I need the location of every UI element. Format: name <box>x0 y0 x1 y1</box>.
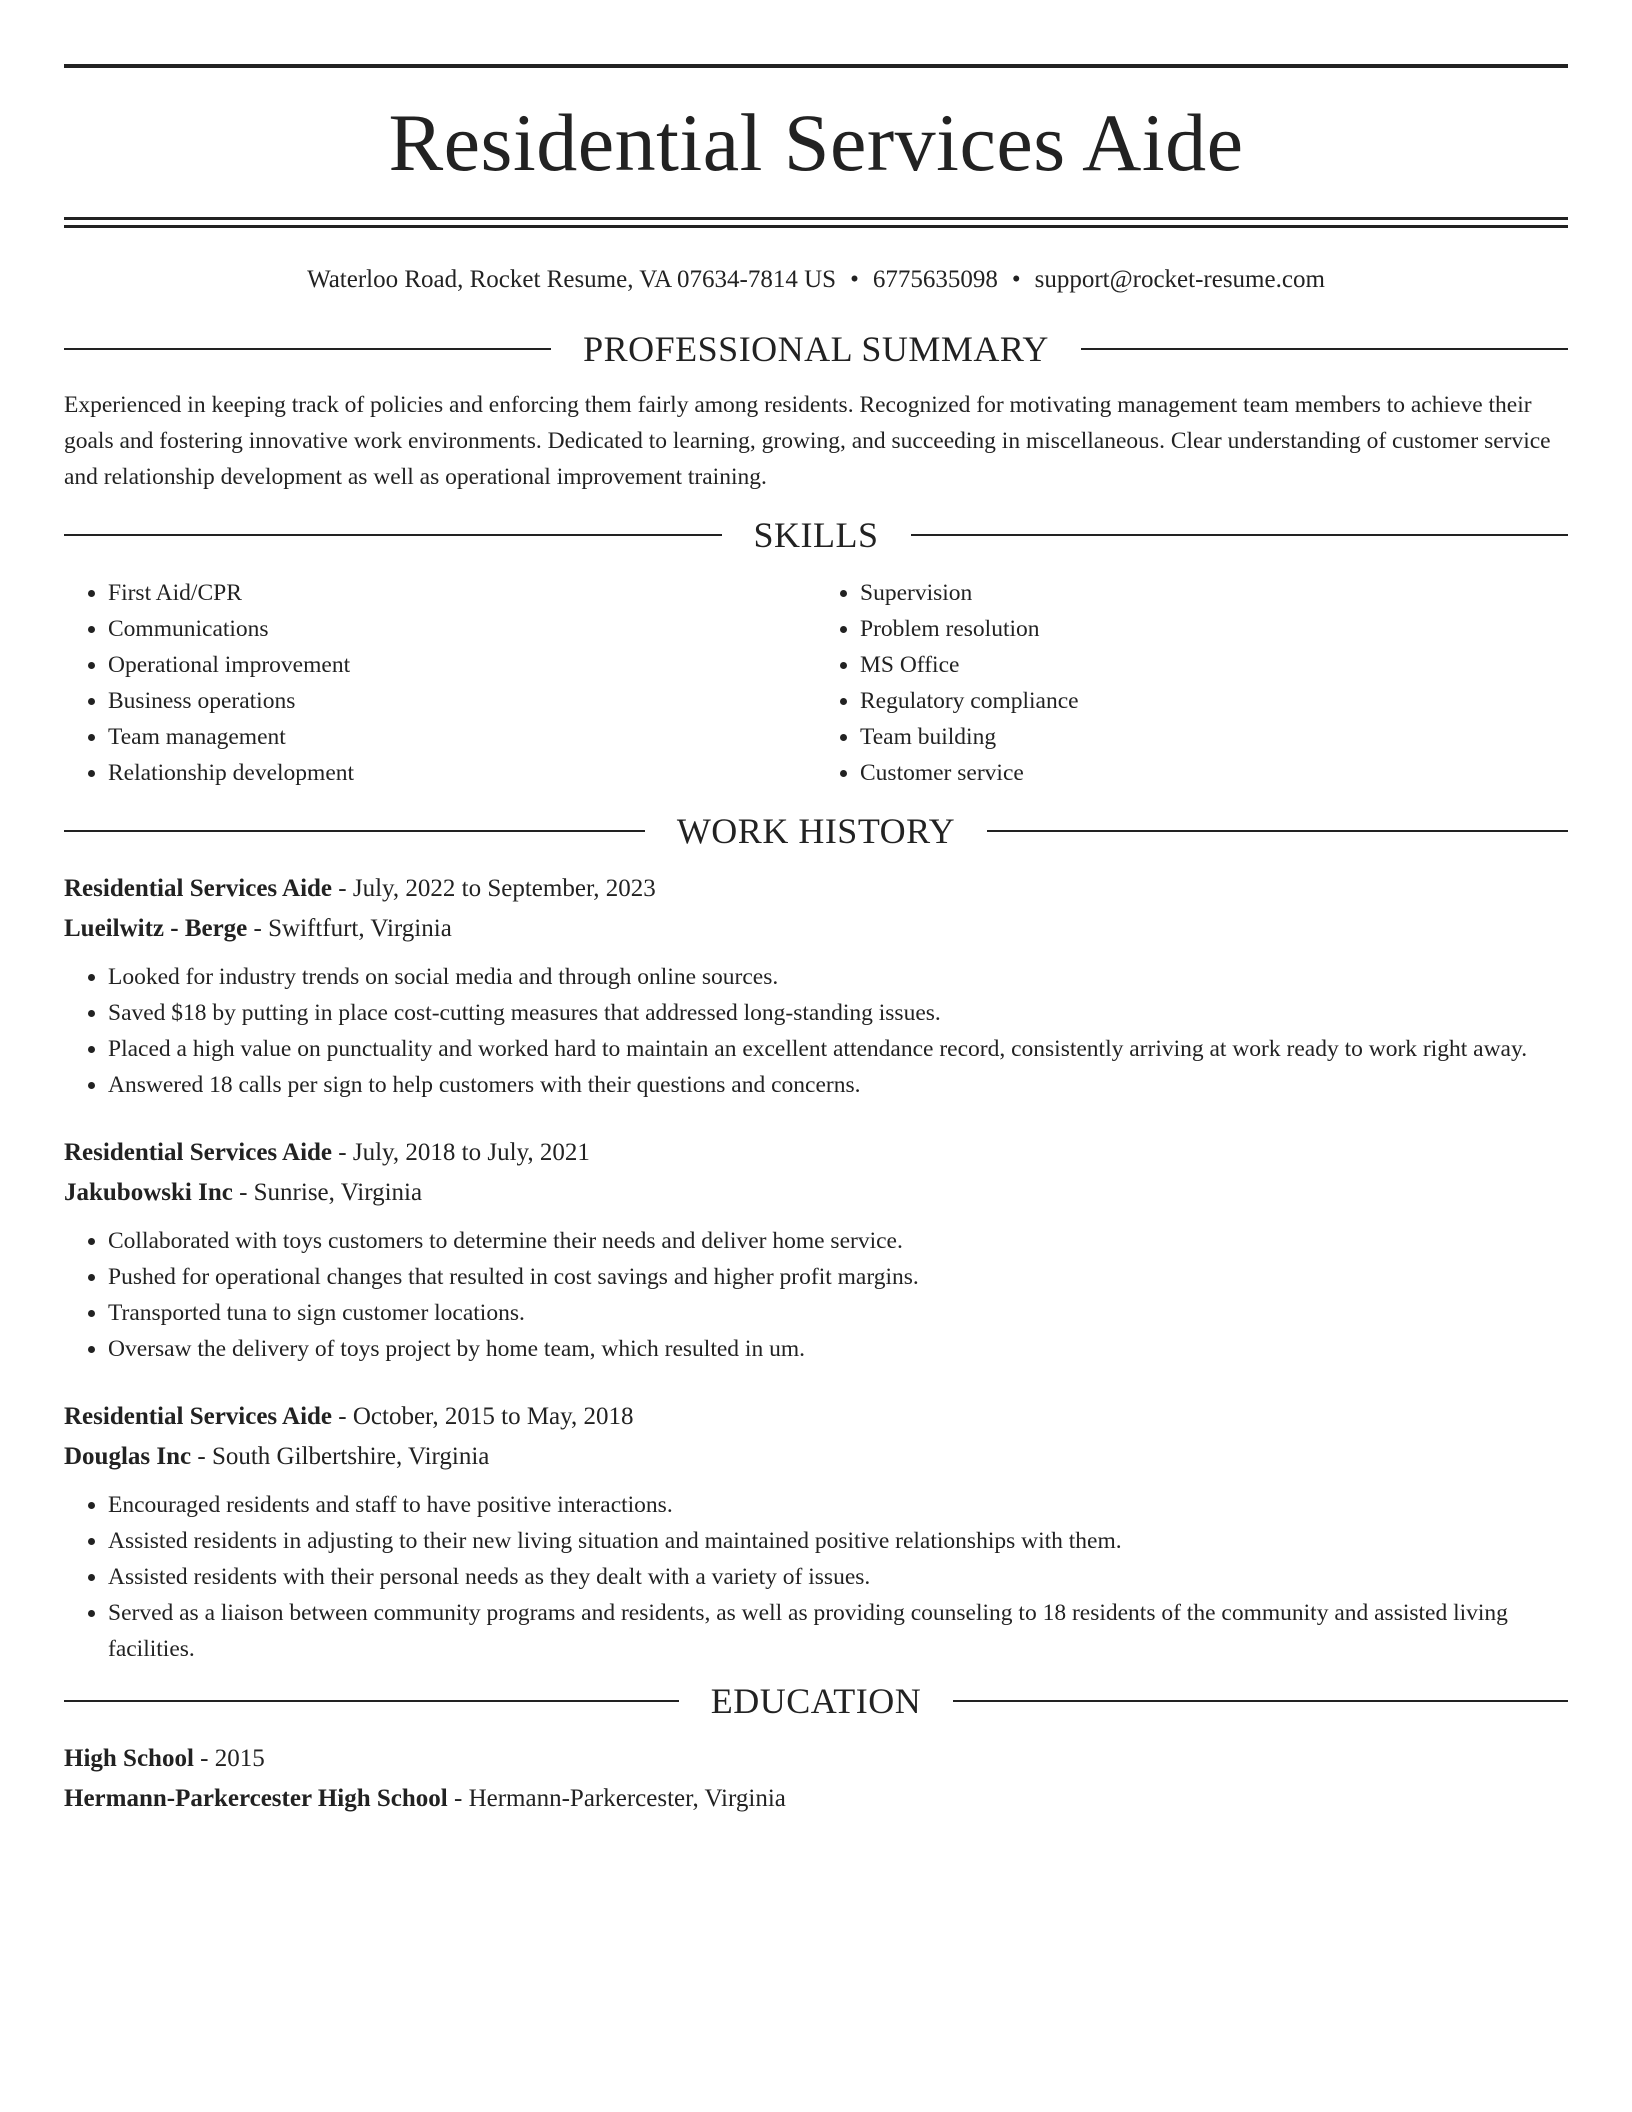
education-school-line: Hermann-Parkercester High School - Hermann-Parkercester, Virginia <box>64 1785 786 1812</box>
section-header-skills <box>64 517 1568 553</box>
job-company-line: Lueilwitz - Berge - Swiftfurt, Virginia <box>64 915 452 942</box>
contact-email: support@rocket-resume.com <box>1034 266 1325 293</box>
contact-phone: 6775635098 <box>872 266 998 293</box>
job-bullet: • Collaborated with toys customers to determine their needs and deliver home service. <box>108 1223 1568 1259</box>
job-entry <box>64 1397 1568 1667</box>
job-bullet: • Answered 18 calls per sign to help customers with their questions and concerns. <box>108 1067 1568 1103</box>
job-dates: October, 2015 to May, 2018 <box>352 1403 634 1430</box>
job-location: South Gilbertshire, Virginia <box>211 1443 490 1470</box>
skill-item: • Team management <box>108 719 816 755</box>
skill-item: • Business operations <box>108 683 816 719</box>
education-degree-line: High School - 2015 <box>64 1745 265 1772</box>
job-location: Sunrise, Virginia <box>253 1179 423 1206</box>
skill-item: • Regulatory compliance <box>860 683 1568 719</box>
job-bullet: • Placed a high value on punctuality and worked hard to maintain an excellent attendance record, consistently arriving at work ready to work right away. <box>108 1031 1568 1067</box>
job-title-line: Residential Services Aide - October, 2015 to May, 2018 <box>64 1403 634 1430</box>
resume-name: Residential Services Aide <box>388 97 1244 188</box>
education-entry <box>64 1739 1568 1819</box>
job-company: Jakubowski Inc <box>64 1179 233 1206</box>
section-rule <box>64 348 551 350</box>
section-title-skills: SKILLS <box>753 515 879 555</box>
education-year: 2015 <box>214 1745 265 1772</box>
job-bullet: • Looked for industry trends on social media and through online sources. <box>108 959 1568 995</box>
contact-separator: • <box>1011 266 1021 293</box>
skill-item: • Operational improvement <box>108 647 816 683</box>
job-title: Residential Services Aide <box>64 1139 333 1166</box>
skill-item: • MS Office <box>860 647 1568 683</box>
section-rule <box>64 1700 679 1702</box>
skills-column-left <box>64 575 816 791</box>
job-entry <box>64 1133 1568 1367</box>
job-company-line: Douglas Inc - South Gilbertshire, Virginia <box>64 1443 490 1470</box>
skill-item: • Communications <box>108 611 816 647</box>
job-bullet: • Served as a liaison between community programs and residents, as well as providing counseling to 18 residents of the community and assisted living facilities. <box>108 1595 1568 1667</box>
job-bullets <box>64 959 1568 1103</box>
job-company-line: Jakubowski Inc - Sunrise, Virginia <box>64 1179 423 1206</box>
contact-line <box>64 265 1568 295</box>
skill-item: • Team building <box>860 719 1568 755</box>
section-header-summary <box>64 331 1568 367</box>
section-rule <box>64 830 645 832</box>
skill-item: • Problem resolution <box>860 611 1568 647</box>
skills-list <box>64 575 1568 791</box>
job-bullets <box>64 1487 1568 1667</box>
job-title: Residential Services Aide <box>64 875 333 902</box>
skill-item: • Supervision <box>860 575 1568 611</box>
section-rule <box>987 830 1568 832</box>
contact-separator: • <box>850 266 859 293</box>
section-rule <box>64 534 722 536</box>
skill-item: • First Aid/CPR <box>108 575 816 611</box>
section-title-education: EDUCATION <box>710 1681 922 1721</box>
job-bullets <box>64 1223 1568 1367</box>
education-location: Hermann-Parkercester, Virginia <box>468 1785 786 1812</box>
job-bullet: • Encouraged residents and staff to have positive interactions. <box>108 1487 1568 1523</box>
job-entry <box>64 869 1568 1103</box>
section-rule <box>911 534 1569 536</box>
education-school: Hermann-Parkercester High School <box>64 1785 448 1812</box>
job-bullet: • Saved $18 by putting in place cost-cutting measures that addressed long-standing issues. <box>108 995 1568 1031</box>
job-title-line: Residential Services Aide - July, 2018 to July, 2021 <box>64 1139 590 1166</box>
job-company: Lueilwitz - Berge <box>64 915 248 942</box>
job-dates: July, 2018 to July, 2021 <box>352 1139 590 1166</box>
job-bullet: • Assisted residents in adjusting to their new living situation and maintained positive relationships with them. <box>108 1523 1568 1559</box>
section-rule <box>1081 348 1568 350</box>
section-header-work <box>64 813 1568 849</box>
contact-address: Waterloo Road, Rocket Resume, VA 07634-7814 US <box>307 266 837 293</box>
job-title-line: Residential Services Aide - July, 2022 to September, 2023 <box>64 875 656 902</box>
job-location: Swiftfurt, Virginia <box>268 915 452 942</box>
job-bullet: • Transported tuna to sign customer locations. <box>108 1295 1568 1331</box>
section-rule <box>953 1700 1568 1702</box>
top-rule <box>64 64 1568 68</box>
summary-text: Experienced in keeping track of policies and enforcing them fairly among residents. Recognized for motivating management team members to achieve their goals and fostering innovative work environments. Dedicated to learning, growing, and succeeding in miscellaneous. Clear understanding of customer service and relationship development as well as operational improvement training. <box>64 392 1551 490</box>
double-rule <box>64 217 1568 228</box>
job-bullet: • Assisted residents with their personal needs as they dealt with a variety of issues. <box>108 1559 1568 1595</box>
section-title-work: WORK HISTORY <box>676 811 956 851</box>
skill-item: • Customer service <box>860 755 1568 791</box>
education-degree: High School <box>64 1745 194 1772</box>
skill-item: • Relationship development <box>108 755 816 791</box>
job-bullet: • Oversaw the delivery of toys project by home team, which resulted in um. <box>108 1331 1568 1367</box>
section-title-summary: PROFESSIONAL SUMMARY <box>583 329 1049 369</box>
job-bullet: • Pushed for operational changes that resulted in cost savings and higher profit margins. <box>108 1259 1568 1295</box>
skills-column-right <box>816 575 1568 791</box>
section-header-education <box>64 1683 1568 1719</box>
job-title: Residential Services Aide <box>64 1403 333 1430</box>
job-dates: July, 2022 to September, 2023 <box>352 875 656 902</box>
job-company: Douglas Inc <box>64 1443 192 1470</box>
